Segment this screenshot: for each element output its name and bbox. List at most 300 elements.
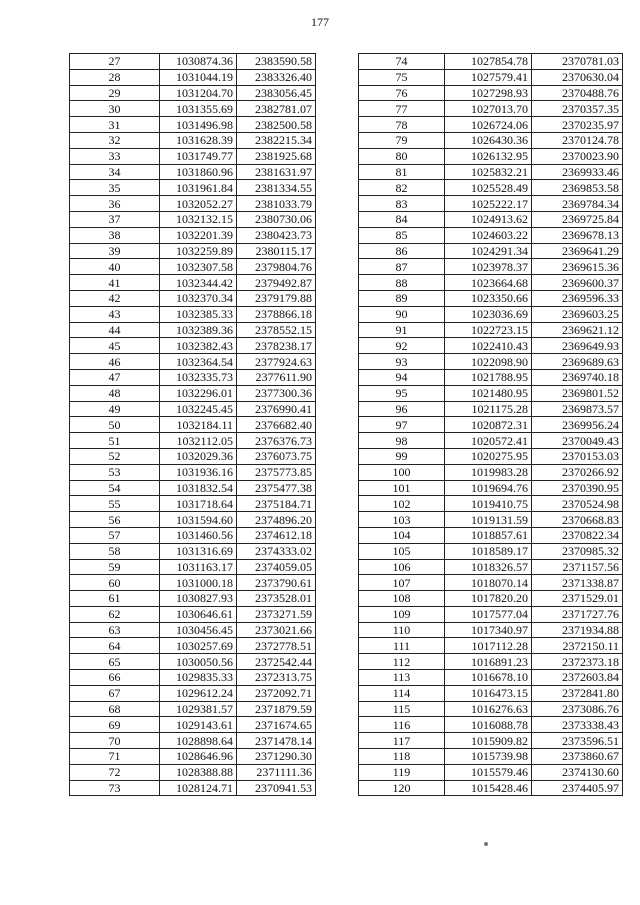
table-row — [359, 701, 623, 717]
x-coordinate-cell: 1022410.43 — [445, 338, 532, 354]
point-number-cell: 109 — [359, 606, 445, 622]
y-coordinate-cell: 2369801.52 — [532, 385, 623, 401]
x-coordinate-cell: 1021175.28 — [445, 401, 532, 417]
point-number-cell: 87 — [359, 259, 445, 275]
y-coordinate-cell: 2370235.97 — [532, 117, 623, 133]
point-number-cell: 65 — [70, 654, 160, 670]
x-coordinate-cell: 1030646.61 — [160, 606, 237, 622]
y-coordinate-cell: 2369873.57 — [532, 401, 623, 417]
x-coordinate-cell: 1030874.36 — [160, 54, 237, 70]
y-coordinate-cell: 2374333.02 — [237, 543, 316, 559]
x-coordinate-cell: 1028388.88 — [160, 764, 237, 780]
point-number-cell: 104 — [359, 527, 445, 543]
y-coordinate-cell: 2376376.73 — [237, 433, 316, 449]
x-coordinate-cell: 1026724.06 — [445, 117, 532, 133]
y-coordinate-cell: 2372603.84 — [532, 670, 623, 686]
coordinate-table-left — [69, 53, 316, 796]
point-number-cell: 43 — [70, 306, 160, 322]
y-coordinate-cell: 2370941.53 — [237, 780, 316, 796]
table-row — [70, 733, 316, 749]
y-coordinate-cell: 2371157.56 — [532, 559, 623, 575]
x-coordinate-cell: 1016473.15 — [445, 685, 532, 701]
x-coordinate-cell: 1015909.82 — [445, 733, 532, 749]
point-number-cell: 88 — [359, 275, 445, 291]
y-coordinate-cell: 2369689.63 — [532, 354, 623, 370]
x-coordinate-cell: 1028646.96 — [160, 749, 237, 765]
point-number-cell: 97 — [359, 417, 445, 433]
table-row — [70, 385, 316, 401]
y-coordinate-cell: 2370266.92 — [532, 464, 623, 480]
point-number-cell: 76 — [359, 85, 445, 101]
y-coordinate-cell: 2375477.38 — [237, 480, 316, 496]
table-row — [70, 338, 316, 354]
point-number-cell: 108 — [359, 591, 445, 607]
x-coordinate-cell: 1031044.19 — [160, 69, 237, 85]
point-number-cell: 71 — [70, 749, 160, 765]
y-coordinate-cell: 2372841.80 — [532, 685, 623, 701]
y-coordinate-cell: 2382500.58 — [237, 117, 316, 133]
x-coordinate-cell: 1031832.54 — [160, 480, 237, 496]
point-number-cell: 90 — [359, 306, 445, 322]
y-coordinate-cell: 2382215.34 — [237, 132, 316, 148]
point-number-cell: 66 — [70, 670, 160, 686]
page-number: 177 — [311, 15, 329, 29]
x-coordinate-cell: 1020872.31 — [445, 417, 532, 433]
y-coordinate-cell: 2376682.40 — [237, 417, 316, 433]
point-number-cell: 118 — [359, 749, 445, 765]
y-coordinate-cell: 2372778.51 — [237, 638, 316, 654]
table-row — [359, 338, 623, 354]
point-number-cell: 58 — [70, 543, 160, 559]
table-row — [70, 132, 316, 148]
point-number-cell: 68 — [70, 701, 160, 717]
point-number-cell: 47 — [70, 369, 160, 385]
table-row — [70, 69, 316, 85]
table-row — [70, 401, 316, 417]
y-coordinate-cell: 2369600.37 — [532, 275, 623, 291]
point-number-cell: 78 — [359, 117, 445, 133]
table-body-left — [70, 54, 316, 796]
y-coordinate-cell: 2380115.17 — [237, 243, 316, 259]
x-coordinate-cell: 1031628.39 — [160, 132, 237, 148]
x-coordinate-cell: 1018326.57 — [445, 559, 532, 575]
point-number-cell: 55 — [70, 496, 160, 512]
x-coordinate-cell: 1031163.17 — [160, 559, 237, 575]
x-coordinate-cell: 1026132.95 — [445, 148, 532, 164]
y-coordinate-cell: 2371111.36 — [237, 764, 316, 780]
table-row — [359, 512, 623, 528]
table-row — [70, 717, 316, 733]
table-row — [70, 322, 316, 338]
point-number-cell: 91 — [359, 322, 445, 338]
point-number-cell: 117 — [359, 733, 445, 749]
x-coordinate-cell: 1023664.68 — [445, 275, 532, 291]
x-coordinate-cell: 1017577.04 — [445, 606, 532, 622]
y-coordinate-cell: 2371529.01 — [532, 591, 623, 607]
x-coordinate-cell: 1030257.69 — [160, 638, 237, 654]
x-coordinate-cell: 1032245.45 — [160, 401, 237, 417]
y-coordinate-cell: 2383326.40 — [237, 69, 316, 85]
table-row — [70, 749, 316, 765]
x-coordinate-cell: 1028898.64 — [160, 733, 237, 749]
table-row — [359, 322, 623, 338]
point-number-cell: 31 — [70, 117, 160, 133]
point-number-cell: 99 — [359, 448, 445, 464]
y-coordinate-cell: 2370822.34 — [532, 527, 623, 543]
table-row — [70, 243, 316, 259]
x-coordinate-cell: 1022723.15 — [445, 322, 532, 338]
table-body-right — [359, 54, 623, 796]
y-coordinate-cell: 2373790.61 — [237, 575, 316, 591]
y-coordinate-cell: 2372313.75 — [237, 670, 316, 686]
point-number-cell: 96 — [359, 401, 445, 417]
y-coordinate-cell: 2369641.29 — [532, 243, 623, 259]
y-coordinate-cell: 2377924.63 — [237, 354, 316, 370]
x-coordinate-cell: 1016891.23 — [445, 654, 532, 670]
y-coordinate-cell: 2370524.98 — [532, 496, 623, 512]
x-coordinate-cell: 1022098.90 — [445, 354, 532, 370]
point-number-cell: 57 — [70, 527, 160, 543]
point-number-cell: 110 — [359, 622, 445, 638]
table-row — [70, 275, 316, 291]
point-number-cell: 114 — [359, 685, 445, 701]
y-coordinate-cell: 2379492.87 — [237, 275, 316, 291]
x-coordinate-cell: 1031496.98 — [160, 117, 237, 133]
x-coordinate-cell: 1025832.21 — [445, 164, 532, 180]
y-coordinate-cell: 2372150.11 — [532, 638, 623, 654]
point-number-cell: 61 — [70, 591, 160, 607]
y-coordinate-cell: 2371478.14 — [237, 733, 316, 749]
y-coordinate-cell: 2379179.88 — [237, 290, 316, 306]
y-coordinate-cell: 2376073.75 — [237, 448, 316, 464]
point-number-cell: 36 — [70, 196, 160, 212]
x-coordinate-cell: 1032307.58 — [160, 259, 237, 275]
table-row — [70, 180, 316, 196]
x-coordinate-cell: 1019410.75 — [445, 496, 532, 512]
table-row — [70, 148, 316, 164]
x-coordinate-cell: 1031000.18 — [160, 575, 237, 591]
y-coordinate-cell: 2382781.07 — [237, 101, 316, 117]
point-number-cell: 56 — [70, 512, 160, 528]
table-row — [359, 275, 623, 291]
point-number-cell: 34 — [70, 164, 160, 180]
point-number-cell: 70 — [70, 733, 160, 749]
table-row — [359, 654, 623, 670]
table-row — [359, 401, 623, 417]
table-row — [70, 369, 316, 385]
x-coordinate-cell: 1032259.89 — [160, 243, 237, 259]
table-row — [359, 290, 623, 306]
x-coordinate-cell: 1027298.93 — [445, 85, 532, 101]
x-coordinate-cell: 1023350.66 — [445, 290, 532, 306]
x-coordinate-cell: 1032132.15 — [160, 211, 237, 227]
y-coordinate-cell: 2369956.24 — [532, 417, 623, 433]
x-coordinate-cell: 1031355.69 — [160, 101, 237, 117]
point-number-cell: 28 — [70, 69, 160, 85]
table-row — [70, 227, 316, 243]
table-row — [70, 591, 316, 607]
table-row — [70, 559, 316, 575]
y-coordinate-cell: 2379804.76 — [237, 259, 316, 275]
x-coordinate-cell: 1025528.49 — [445, 180, 532, 196]
x-coordinate-cell: 1019694.76 — [445, 480, 532, 496]
table-row — [359, 496, 623, 512]
point-number-cell: 50 — [70, 417, 160, 433]
x-coordinate-cell: 1024603.22 — [445, 227, 532, 243]
x-coordinate-cell: 1031936.16 — [160, 464, 237, 480]
x-coordinate-cell: 1030827.93 — [160, 591, 237, 607]
table-row — [359, 148, 623, 164]
y-coordinate-cell: 2371290.30 — [237, 749, 316, 765]
x-coordinate-cell: 1024913.62 — [445, 211, 532, 227]
table-row — [359, 69, 623, 85]
x-coordinate-cell: 1030050.56 — [160, 654, 237, 670]
x-coordinate-cell: 1019131.59 — [445, 512, 532, 528]
table-row — [70, 496, 316, 512]
point-number-cell: 94 — [359, 369, 445, 385]
point-number-cell: 115 — [359, 701, 445, 717]
y-coordinate-cell: 2370153.03 — [532, 448, 623, 464]
table-row — [359, 164, 623, 180]
point-number-cell: 106 — [359, 559, 445, 575]
x-coordinate-cell: 1030456.45 — [160, 622, 237, 638]
table-row — [359, 54, 623, 70]
x-coordinate-cell: 1026430.36 — [445, 132, 532, 148]
point-number-cell: 100 — [359, 464, 445, 480]
point-number-cell: 80 — [359, 148, 445, 164]
y-coordinate-cell: 2369603.25 — [532, 306, 623, 322]
table-row — [70, 780, 316, 796]
table-row — [70, 670, 316, 686]
point-number-cell: 63 — [70, 622, 160, 638]
point-number-cell: 101 — [359, 480, 445, 496]
table-row — [359, 780, 623, 796]
y-coordinate-cell: 2381033.79 — [237, 196, 316, 212]
table-row — [70, 701, 316, 717]
y-coordinate-cell: 2369740.18 — [532, 369, 623, 385]
table-row — [359, 559, 623, 575]
y-coordinate-cell: 2375773.85 — [237, 464, 316, 480]
point-number-cell: 69 — [70, 717, 160, 733]
x-coordinate-cell: 1027854.78 — [445, 54, 532, 70]
y-coordinate-cell: 2371674.65 — [237, 717, 316, 733]
point-number-cell: 92 — [359, 338, 445, 354]
table-row — [359, 480, 623, 496]
table-row — [359, 575, 623, 591]
y-coordinate-cell: 2378866.18 — [237, 306, 316, 322]
table-row — [359, 685, 623, 701]
y-coordinate-cell: 2373860.67 — [532, 749, 623, 765]
y-coordinate-cell: 2381334.55 — [237, 180, 316, 196]
point-number-cell: 53 — [70, 464, 160, 480]
x-coordinate-cell: 1018070.14 — [445, 575, 532, 591]
y-coordinate-cell: 2369649.93 — [532, 338, 623, 354]
x-coordinate-cell: 1032335.73 — [160, 369, 237, 385]
table-row — [70, 622, 316, 638]
x-coordinate-cell: 1032296.01 — [160, 385, 237, 401]
point-number-cell: 85 — [359, 227, 445, 243]
table-row — [70, 85, 316, 101]
table-row — [359, 433, 623, 449]
x-coordinate-cell: 1024291.34 — [445, 243, 532, 259]
table-row — [70, 606, 316, 622]
table-row — [359, 211, 623, 227]
y-coordinate-cell: 2381631.97 — [237, 164, 316, 180]
x-coordinate-cell: 1032364.54 — [160, 354, 237, 370]
table-row — [70, 259, 316, 275]
y-coordinate-cell: 2369853.58 — [532, 180, 623, 196]
y-coordinate-cell: 2369784.34 — [532, 196, 623, 212]
table-row — [70, 575, 316, 591]
point-number-cell: 35 — [70, 180, 160, 196]
table-row — [359, 606, 623, 622]
point-number-cell: 60 — [70, 575, 160, 591]
y-coordinate-cell: 2372092.71 — [237, 685, 316, 701]
x-coordinate-cell: 1031594.60 — [160, 512, 237, 528]
point-number-cell: 39 — [70, 243, 160, 259]
point-number-cell: 45 — [70, 338, 160, 354]
table-row — [70, 685, 316, 701]
table-row — [359, 543, 623, 559]
table-row — [359, 354, 623, 370]
x-coordinate-cell: 1029381.57 — [160, 701, 237, 717]
x-coordinate-cell: 1028124.71 — [160, 780, 237, 796]
table-row — [70, 448, 316, 464]
y-coordinate-cell: 2372373.18 — [532, 654, 623, 670]
point-number-cell: 119 — [359, 764, 445, 780]
y-coordinate-cell: 2373596.51 — [532, 733, 623, 749]
table-row — [359, 749, 623, 765]
y-coordinate-cell: 2370630.04 — [532, 69, 623, 85]
y-coordinate-cell: 2377611.90 — [237, 369, 316, 385]
table-row — [70, 480, 316, 496]
table-row — [70, 543, 316, 559]
table-row — [359, 85, 623, 101]
table-row — [70, 196, 316, 212]
y-coordinate-cell: 2369596.33 — [532, 290, 623, 306]
y-coordinate-cell: 2369615.36 — [532, 259, 623, 275]
y-coordinate-cell: 2370985.32 — [532, 543, 623, 559]
y-coordinate-cell: 2377300.36 — [237, 385, 316, 401]
x-coordinate-cell: 1031316.69 — [160, 543, 237, 559]
point-number-cell: 67 — [70, 685, 160, 701]
point-number-cell: 77 — [359, 101, 445, 117]
table-row — [359, 527, 623, 543]
table-row — [359, 591, 623, 607]
y-coordinate-cell: 2373086.76 — [532, 701, 623, 717]
table-row — [70, 638, 316, 654]
y-coordinate-cell: 2371727.76 — [532, 606, 623, 622]
x-coordinate-cell: 1020275.95 — [445, 448, 532, 464]
point-number-cell: 38 — [70, 227, 160, 243]
point-number-cell: 42 — [70, 290, 160, 306]
table-row — [70, 117, 316, 133]
x-coordinate-cell: 1029835.33 — [160, 670, 237, 686]
y-coordinate-cell: 2369933.46 — [532, 164, 623, 180]
x-coordinate-cell: 1019983.28 — [445, 464, 532, 480]
x-coordinate-cell: 1032112.05 — [160, 433, 237, 449]
table-row — [359, 369, 623, 385]
x-coordinate-cell: 1016276.63 — [445, 701, 532, 717]
y-coordinate-cell: 2370488.76 — [532, 85, 623, 101]
point-number-cell: 120 — [359, 780, 445, 796]
point-number-cell: 84 — [359, 211, 445, 227]
point-number-cell: 102 — [359, 496, 445, 512]
point-number-cell: 83 — [359, 196, 445, 212]
table-row — [359, 180, 623, 196]
table-row — [359, 670, 623, 686]
point-number-cell: 107 — [359, 575, 445, 591]
point-number-cell: 41 — [70, 275, 160, 291]
table-row — [359, 464, 623, 480]
y-coordinate-cell: 2371934.88 — [532, 622, 623, 638]
x-coordinate-cell: 1032344.42 — [160, 275, 237, 291]
y-coordinate-cell: 2373528.01 — [237, 591, 316, 607]
y-coordinate-cell: 2374896.20 — [237, 512, 316, 528]
point-number-cell: 112 — [359, 654, 445, 670]
x-coordinate-cell: 1027579.41 — [445, 69, 532, 85]
point-number-cell: 48 — [70, 385, 160, 401]
y-coordinate-cell: 2370357.35 — [532, 101, 623, 117]
y-coordinate-cell: 2383056.45 — [237, 85, 316, 101]
x-coordinate-cell: 1015579.46 — [445, 764, 532, 780]
y-coordinate-cell: 2378238.17 — [237, 338, 316, 354]
x-coordinate-cell: 1015428.46 — [445, 780, 532, 796]
x-coordinate-cell: 1017112.28 — [445, 638, 532, 654]
y-coordinate-cell: 2373338.43 — [532, 717, 623, 733]
point-number-cell: 113 — [359, 670, 445, 686]
y-coordinate-cell: 2369725.84 — [532, 211, 623, 227]
table-row — [359, 306, 623, 322]
x-coordinate-cell: 1025222.17 — [445, 196, 532, 212]
y-coordinate-cell: 2370023.90 — [532, 148, 623, 164]
y-coordinate-cell: 2381925.68 — [237, 148, 316, 164]
table-row — [70, 417, 316, 433]
point-number-cell: 74 — [359, 54, 445, 70]
y-coordinate-cell: 2380730.06 — [237, 211, 316, 227]
point-number-cell: 111 — [359, 638, 445, 654]
y-coordinate-cell: 2375184.71 — [237, 496, 316, 512]
point-number-cell: 29 — [70, 85, 160, 101]
point-number-cell: 54 — [70, 480, 160, 496]
point-number-cell: 82 — [359, 180, 445, 196]
x-coordinate-cell: 1023036.69 — [445, 306, 532, 322]
point-number-cell: 81 — [359, 164, 445, 180]
y-coordinate-cell: 2373271.59 — [237, 606, 316, 622]
table-row — [70, 512, 316, 528]
table-row — [70, 164, 316, 180]
table-row — [70, 290, 316, 306]
x-coordinate-cell: 1021480.95 — [445, 385, 532, 401]
coordinate-table-right — [358, 53, 623, 796]
x-coordinate-cell: 1023978.37 — [445, 259, 532, 275]
point-number-cell: 105 — [359, 543, 445, 559]
x-coordinate-cell: 1032382.43 — [160, 338, 237, 354]
y-coordinate-cell: 2383590.58 — [237, 54, 316, 70]
point-number-cell: 72 — [70, 764, 160, 780]
y-coordinate-cell: 2369621.12 — [532, 322, 623, 338]
x-coordinate-cell: 1032385.33 — [160, 306, 237, 322]
x-coordinate-cell: 1027013.70 — [445, 101, 532, 117]
y-coordinate-cell: 2370049.43 — [532, 433, 623, 449]
y-coordinate-cell: 2370390.95 — [532, 480, 623, 496]
point-number-cell: 64 — [70, 638, 160, 654]
x-coordinate-cell: 1016088.78 — [445, 717, 532, 733]
x-coordinate-cell: 1031718.64 — [160, 496, 237, 512]
y-coordinate-cell: 2370668.83 — [532, 512, 623, 528]
table-row — [359, 132, 623, 148]
x-coordinate-cell: 1016678.10 — [445, 670, 532, 686]
